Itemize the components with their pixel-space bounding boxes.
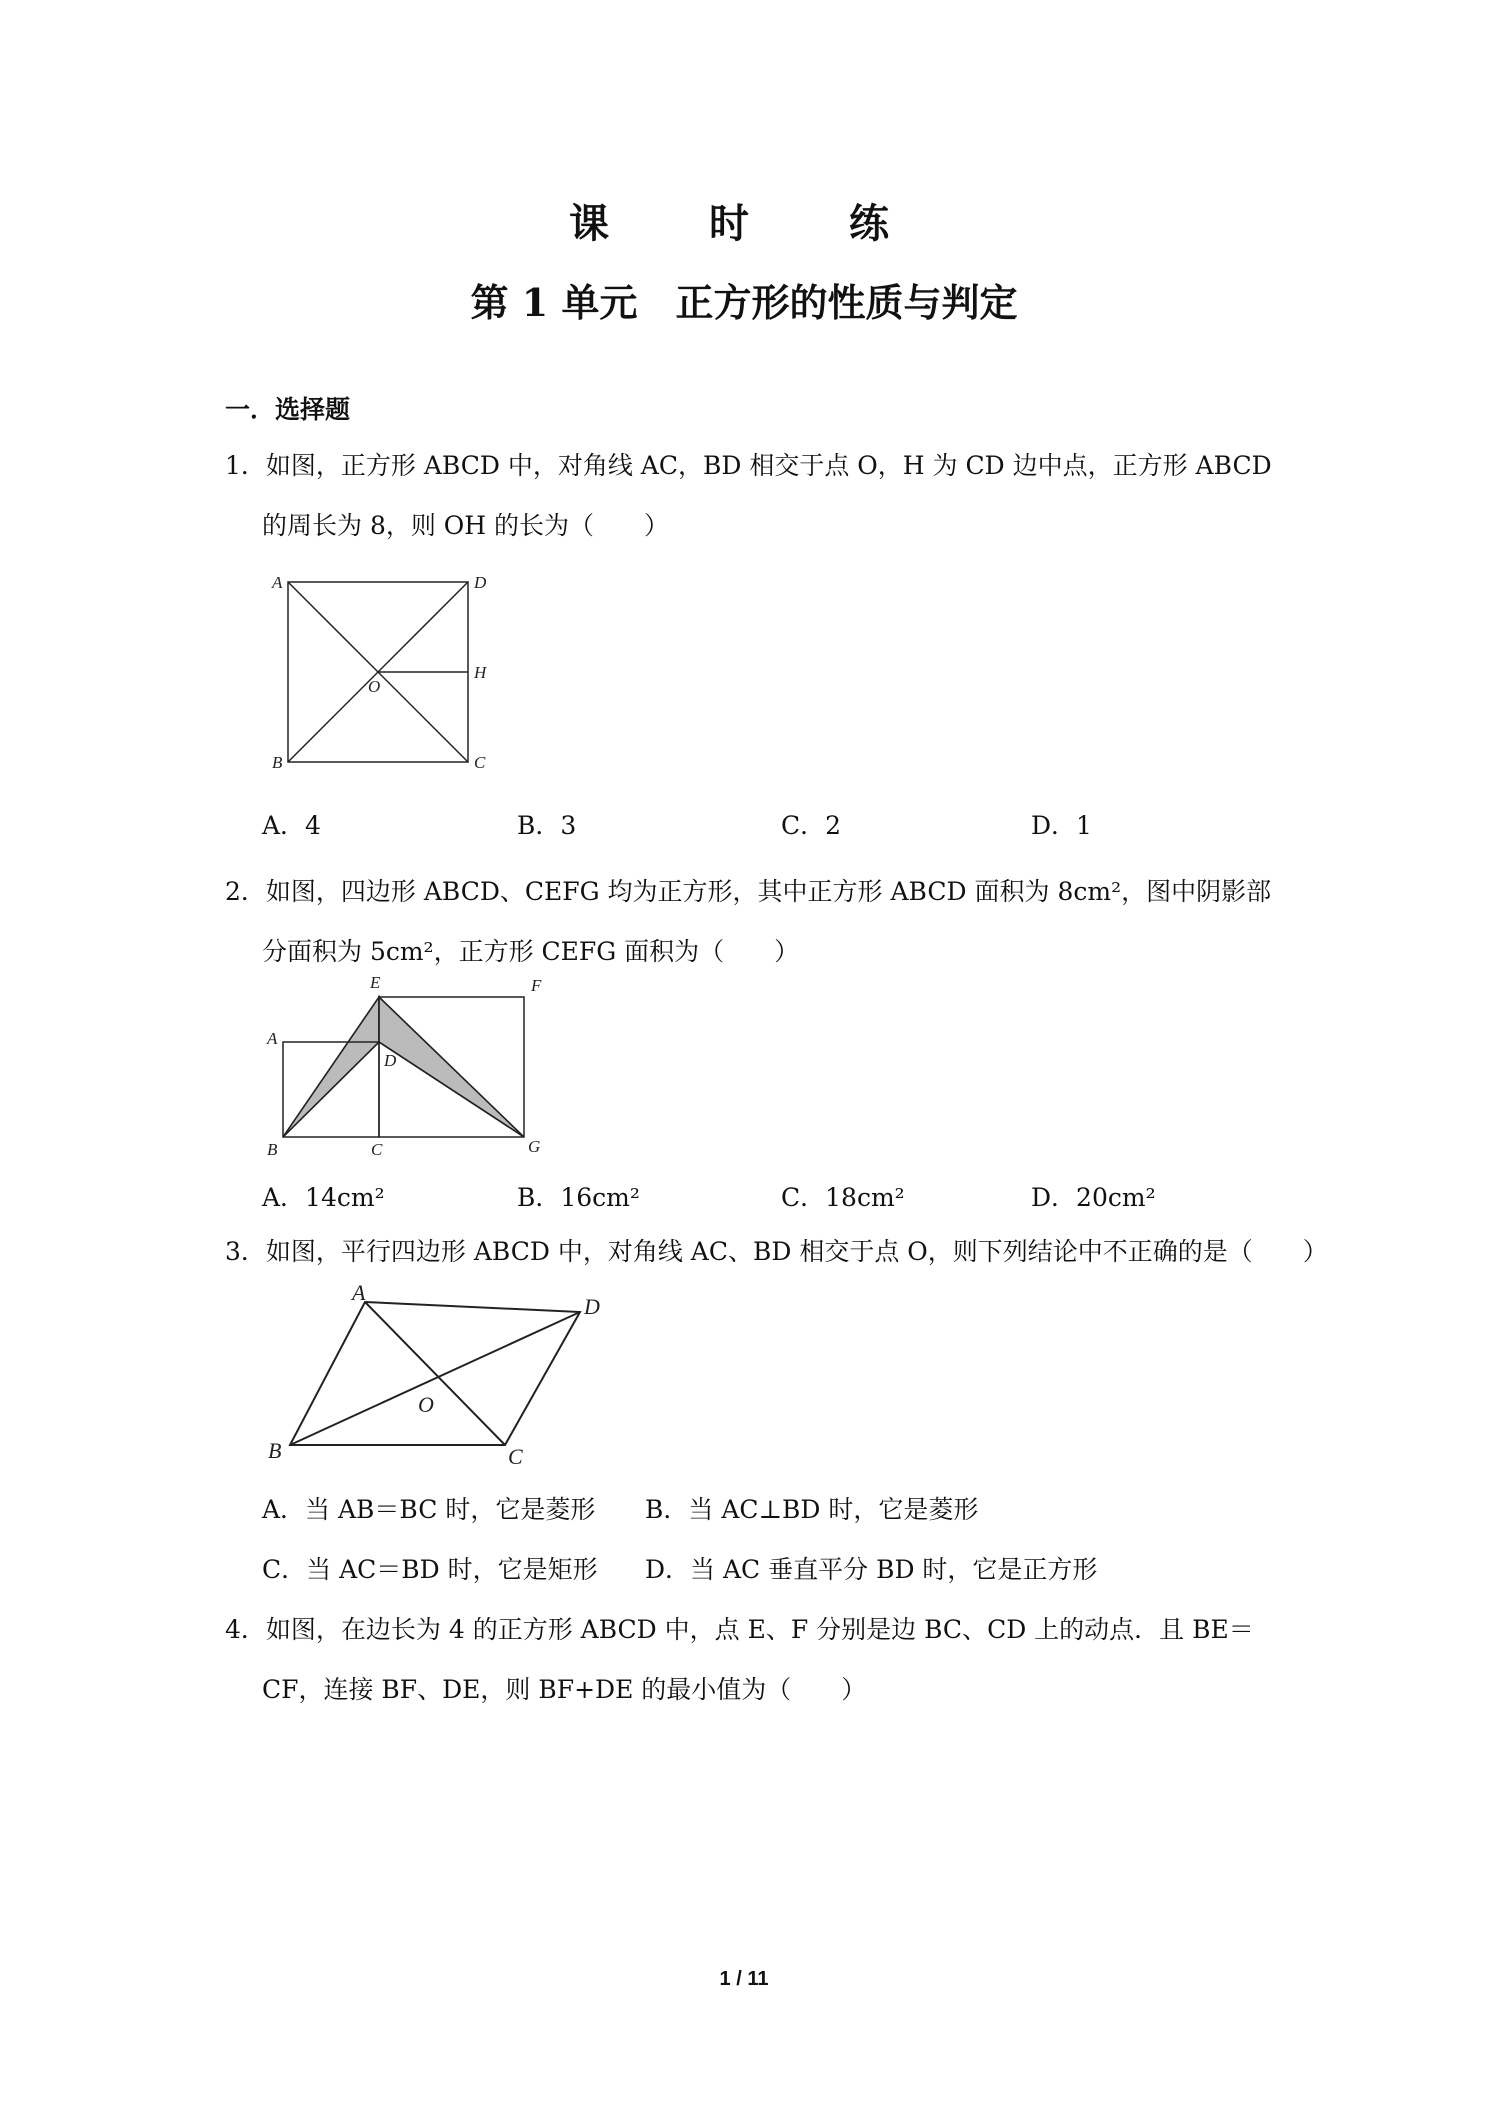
q1-option-c[interactable]: C．2 — [781, 811, 842, 840]
q1-option-d[interactable]: D．1 — [1031, 811, 1092, 840]
q3-option-b[interactable]: B．当 AC⊥BD 时，它是菱形 — [645, 1495, 979, 1524]
question-1-line-1: 1．如图，正方形 ABCD 中，对角线 AC，BD 相交于点 O，H 为 CD 边中点，正方形 ABCD — [225, 451, 1272, 480]
page-title: 课 时 练 — [569, 200, 919, 247]
question-4-line-2: CF，连接 BF、DE，则 BF+DE 的最小值为（ ） — [262, 1675, 867, 1704]
q2-label-a: A — [267, 1029, 278, 1048]
unit-title: 第 1 单元 正方形的性质与判定 — [470, 280, 1018, 325]
q2-label-d: D — [384, 1051, 397, 1070]
q3-option-c[interactable]: C．当 AC＝BD 时，它是矩形 — [262, 1555, 598, 1584]
q3-label-a: A — [352, 1280, 366, 1305]
q3-label-c: C — [508, 1444, 523, 1469]
q2-option-b[interactable]: B．16cm² — [517, 1183, 640, 1212]
question-2-line-2: 分面积为 5cm²，正方形 CEFG 面积为（ ） — [262, 937, 800, 966]
q2-option-a[interactable]: A．14cm² — [262, 1183, 385, 1212]
page-number: 1 / 11 — [719, 1968, 769, 1990]
question-2-figure — [260, 970, 560, 1160]
q1-label-h: H — [474, 663, 487, 682]
section-heading: 一．选择题 — [225, 395, 351, 424]
q2-label-g: G — [528, 1137, 541, 1156]
question-1-figure — [260, 570, 500, 770]
q1-label-a: A — [272, 573, 283, 592]
q2-option-d[interactable]: D．20cm² — [1031, 1183, 1156, 1212]
q2-option-c[interactable]: C．18cm² — [781, 1183, 905, 1212]
q2-label-b: B — [267, 1140, 278, 1159]
q2-label-e: E — [370, 973, 381, 992]
question-3-line-1: 3．如图，平行四边形 ABCD 中，对角线 AC、BD 相交于点 O，则下列结论中不正确的是（ ） — [225, 1237, 1328, 1266]
q1-label-o: O — [368, 677, 381, 696]
q1-option-b[interactable]: B．3 — [517, 811, 577, 840]
q3-option-d[interactable]: D．当 AC 垂直平分 BD 时，它是正方形 — [645, 1555, 1098, 1584]
question-3-figure — [260, 1280, 620, 1470]
question-2-line-1: 2．如图，四边形 ABCD、CEFG 均为正方形，其中正方形 ABCD 面积为 8cm²，图中阴影部 — [225, 877, 1272, 906]
q1-label-d: D — [474, 573, 487, 592]
q1-option-a[interactable]: A．4 — [262, 811, 321, 840]
q2-label-c: C — [371, 1140, 383, 1159]
q3-label-o: O — [418, 1392, 434, 1417]
q2-label-f: F — [531, 976, 542, 995]
q3-label-b: B — [268, 1438, 282, 1463]
q3-label-d: D — [584, 1294, 600, 1319]
question-1-line-2: 的周长为 8，则 OH 的长为（ ） — [262, 511, 670, 540]
q1-label-b: B — [272, 753, 283, 770]
q3-option-a[interactable]: A．当 AB＝BC 时，它是菱形 — [262, 1495, 596, 1524]
question-4-line-1: 4．如图，在边长为 4 的正方形 ABCD 中，点 E、F 分别是边 BC、CD 上的动点．且 BE＝ — [225, 1615, 1254, 1644]
q1-label-c: C — [474, 753, 486, 770]
